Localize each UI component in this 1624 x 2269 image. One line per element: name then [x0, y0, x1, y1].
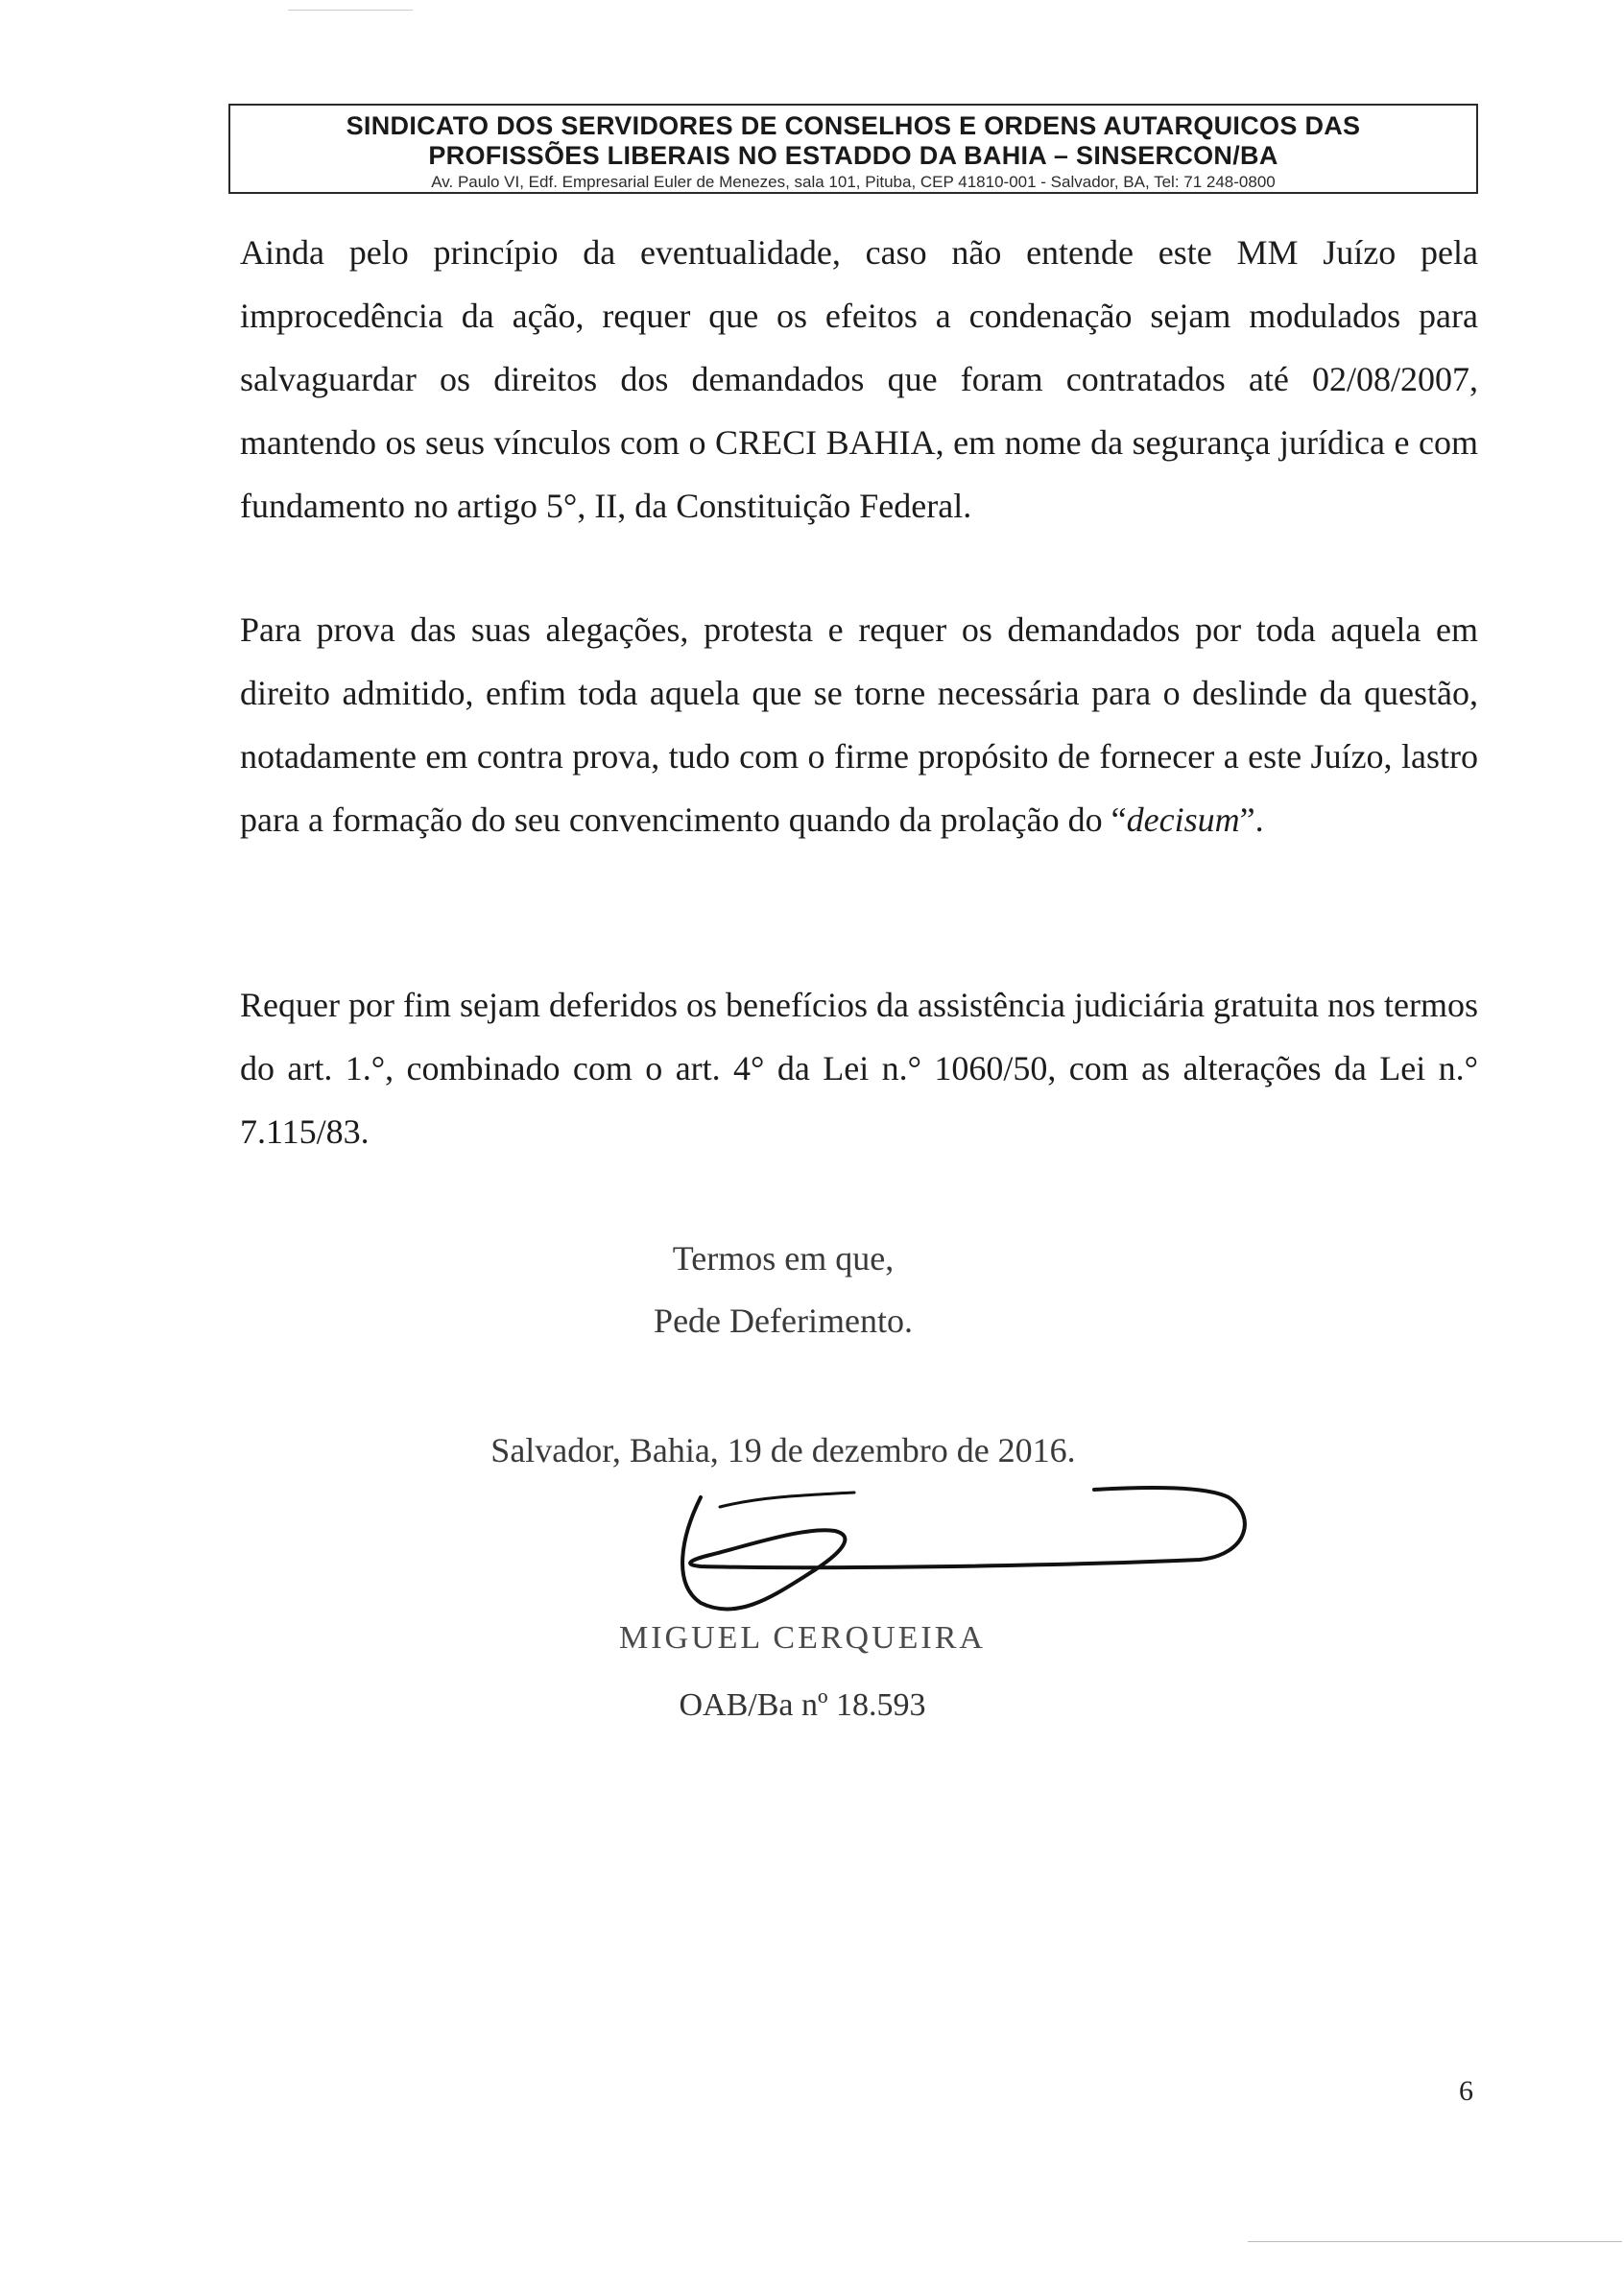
quote-close: ”.	[1239, 800, 1264, 839]
place-date: Salvador, Bahia, 19 de dezembro de 2016.	[490, 1431, 1076, 1469]
handwritten-signature	[662, 1478, 1257, 1622]
decisum-term: decisum	[1126, 800, 1240, 839]
scan-artifact-line	[288, 10, 413, 11]
closing-deferimento: Pede Deferimento.	[654, 1302, 913, 1340]
letterhead-title-line1: SINDICATO DOS SERVIDORES DE CONSELHOS E ORDENS AUTARQUICOS DAS	[346, 111, 1361, 140]
closing-termos: Termos em que,	[672, 1239, 895, 1278]
letterhead-title-line2: PROFISSÕES LIBERAIS NO ESTADDO DA BAHIA – SINSERCON/BA	[428, 141, 1278, 170]
signatory-name: MIGUEL CERQUEIRA	[619, 1620, 986, 1656]
paragraph-assistencia: Requer por fim sejam deferidos os benefícios da assistência judiciária gratuita nos termos do art. 1.°, combinado com o art. 4° da Lei n.° 1060/50, com as alterações da Lei n.° 7.115/83.	[240, 986, 1478, 1151]
page-number: 6	[1459, 2075, 1473, 2107]
scan-artifact-line	[1248, 2241, 1622, 2242]
paragraph-prova	[240, 598, 1478, 851]
quote-open: “	[1111, 800, 1127, 839]
paragraph-eventualidade: Ainda pelo princípio da eventualidade, caso não entende este MM Juízo pela improcedência da ação, requer que os efeitos a condenação sejam modulados para salvaguardar os direitos dos demandados que foram contratados até 02/08/2007, mantendo os seus vínculos com o CRECI BAHIA, em nome da segurança jurídica e com fundamento no artigo 5°, II, da Constituição Federal.	[240, 233, 1478, 525]
paragraph-prova-text: Para prova das suas alegações, protesta e requer os demandados por toda aquela em direito admitido, enfim toda aquela que se torne necessária para o deslinde da questão, notadamente em contra prova, tudo com o firme propósito de fornecer a este Juízo, lastro para a formação do seu convencimento quando da prolação do	[240, 610, 1478, 839]
signatory-oab: OAB/Ba nº 18.593	[679, 1687, 926, 1723]
letterhead	[228, 104, 1478, 194]
letterhead-address: Av. Paulo VI, Edf. Empresarial Euler de Menezes, sala 101, Pituba, CEP 41810-001 - Salvador, BA, Tel: 71 248-0800	[431, 173, 1276, 191]
